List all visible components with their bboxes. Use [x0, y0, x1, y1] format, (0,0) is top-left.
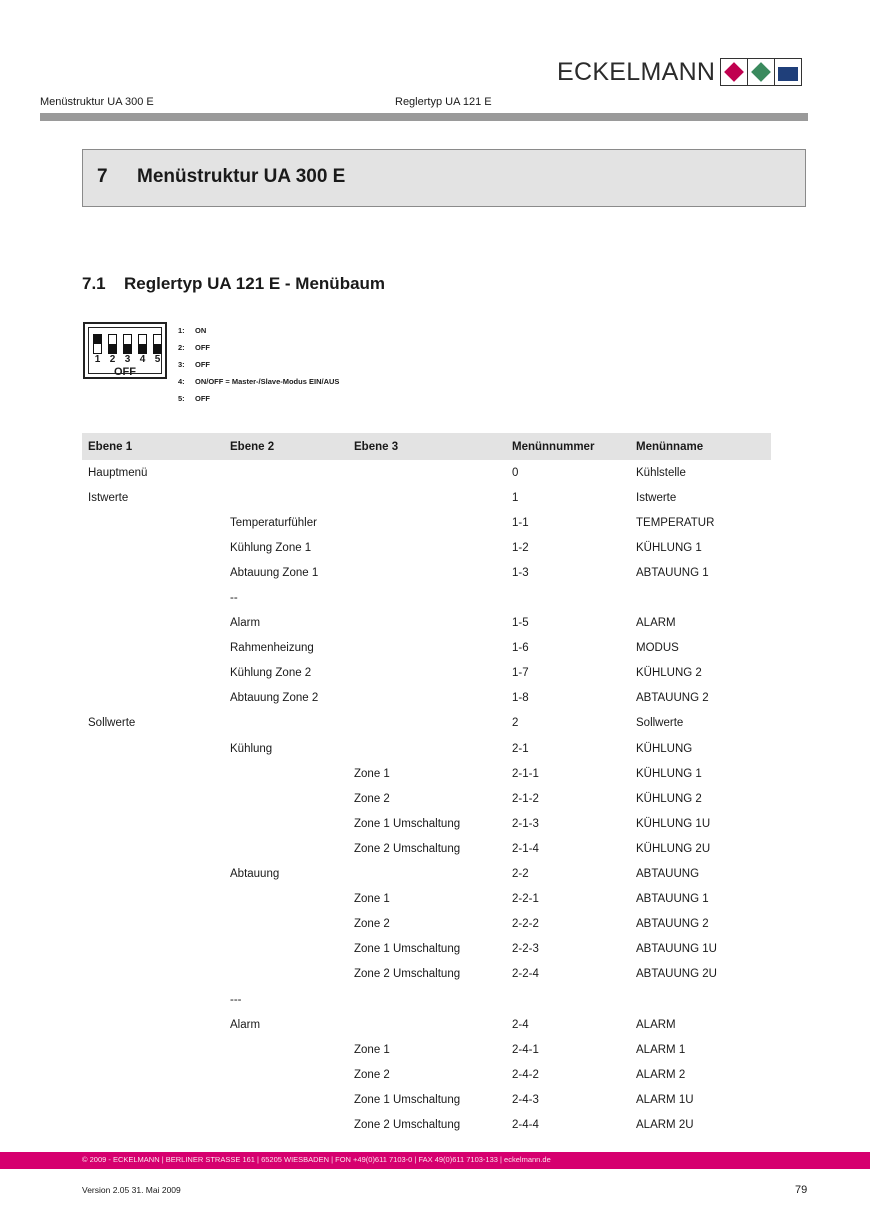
table-cell [82, 1112, 224, 1137]
table-cell [348, 987, 506, 1012]
table-header-row [82, 433, 771, 460]
table-cell: ABTAUUNG 2U [636, 968, 717, 981]
table-cell: Istwerte [636, 491, 677, 504]
table-cell: ALARM 1U [636, 1093, 694, 1106]
table-cell: 2-1 [512, 742, 529, 755]
table-cell: KÜHLUNG 2 [636, 667, 702, 680]
table-cell [82, 535, 224, 560]
table-cell: ABTAUUNG 2 [636, 918, 709, 931]
table-cell: ALARM 2 [636, 1068, 686, 1081]
table-cell [82, 1037, 224, 1062]
logo-mark-green [747, 58, 775, 86]
logo-mark-red [720, 58, 748, 86]
table-cell [506, 585, 630, 610]
table-cell: KÜHLUNG 2 [636, 792, 702, 805]
table-row [82, 836, 771, 861]
table-cell: 2-2-3 [512, 943, 539, 956]
table-cell: Zone 2 Umschaltung [354, 1118, 461, 1131]
table-row [82, 1012, 771, 1037]
table-cell [82, 686, 224, 711]
header-right: Reglertyp UA 121 E [395, 96, 492, 108]
table-cell [348, 460, 506, 485]
table-cell [224, 811, 348, 836]
table-cell: 1-8 [512, 692, 529, 705]
footer-bar [0, 1152, 870, 1169]
table-cell: Sollwerte [88, 717, 136, 730]
table-cell: 2-1-3 [512, 817, 539, 830]
table-cell: 2-4-1 [512, 1043, 539, 1056]
table-body [82, 460, 771, 1138]
table-cell [630, 987, 771, 1012]
dip-off-label: OFF [114, 366, 136, 378]
table-cell: Kühlung Zone 2 [230, 667, 312, 680]
table-cell: -- [230, 592, 238, 605]
table-cell: Alarm [230, 617, 261, 630]
version-info: Version 2.05 31. Mai 2009 [82, 1185, 181, 1195]
table-cell: Hauptmenü [88, 466, 148, 479]
table-cell: 2-4-4 [512, 1118, 539, 1131]
table-cell [348, 611, 506, 636]
table-cell [348, 510, 506, 535]
dip-switch-4 [138, 334, 147, 354]
table-cell: Zone 1 [354, 893, 390, 906]
logo-marks [721, 58, 802, 86]
table-cell: TEMPERATUR [636, 516, 715, 529]
table-cell [224, 912, 348, 937]
table-cell [348, 736, 506, 761]
section-number: 7.1 [82, 274, 106, 293]
table-cell [82, 736, 224, 761]
table-cell [348, 686, 506, 711]
table-cell: Zone 1 Umschaltung [354, 1093, 461, 1106]
table-cell [82, 937, 224, 962]
table-cell [82, 1012, 224, 1037]
table-cell: Zone 1 [354, 767, 390, 780]
legend-item: 4: ON/OFF = Master-/Slave-Modus EIN/AUS [178, 377, 340, 386]
table-cell: 2-2-4 [512, 968, 539, 981]
dip-number: 2 [109, 354, 116, 365]
table-cell [82, 786, 224, 811]
table-cell [82, 862, 224, 887]
table-row [82, 937, 771, 962]
table-cell: 1-6 [512, 642, 529, 655]
table-row [82, 510, 771, 535]
table-cell [348, 636, 506, 661]
table-cell: Zone 2 [354, 792, 390, 805]
table-row [82, 987, 771, 1012]
table-cell: ABTAUUNG 2 [636, 692, 709, 705]
table-row [82, 912, 771, 937]
table-cell [224, 786, 348, 811]
table-row [82, 585, 771, 610]
table-row [82, 862, 771, 887]
header-rule [40, 113, 808, 121]
table-cell: 1-3 [512, 566, 529, 579]
table-cell: 2-4-2 [512, 1068, 539, 1081]
table-cell: 2-1-1 [512, 767, 539, 780]
table-cell: 2-1-4 [512, 842, 539, 855]
table-cell [82, 636, 224, 661]
table-row [82, 460, 771, 485]
table-cell: KÜHLUNG 1 [636, 767, 702, 780]
table-cell: ALARM [636, 1018, 676, 1031]
dip-switch-3 [123, 334, 132, 354]
table-cell [82, 585, 224, 610]
table-row [82, 761, 771, 786]
table-cell [224, 836, 348, 861]
table-row [82, 560, 771, 585]
table-cell: 0 [512, 466, 519, 479]
dip-switch-5 [153, 334, 162, 354]
table-cell: 2-2 [512, 868, 529, 881]
table-cell [82, 912, 224, 937]
column-header: Menünname [630, 433, 771, 460]
table-cell: Zone 2 Umschaltung [354, 842, 461, 855]
table-cell: MODUS [636, 642, 679, 655]
table-cell [82, 836, 224, 861]
dip-switch-frame [88, 327, 162, 378]
table-cell: KÜHLUNG 1U [636, 817, 711, 830]
table-row [82, 661, 771, 686]
table-cell [348, 535, 506, 560]
table-cell: KÜHLUNG [636, 742, 693, 755]
table-row [82, 1087, 771, 1112]
table-cell [82, 1062, 224, 1087]
table-cell [224, 1112, 348, 1137]
chapter-heading [82, 149, 806, 207]
table-cell: 2 [512, 717, 519, 730]
table-cell [348, 585, 506, 610]
table-cell [82, 560, 224, 585]
table-cell [224, 485, 348, 510]
dip-number: 3 [124, 354, 131, 365]
table-cell [224, 962, 348, 987]
table-cell: Abtauung Zone 1 [230, 566, 319, 579]
table-cell: Rahmenheizung [230, 642, 314, 655]
table-cell: 1-5 [512, 617, 529, 630]
table-cell: 1-7 [512, 667, 529, 680]
table-cell: 2-4-3 [512, 1093, 539, 1106]
table-cell: Zone 2 [354, 1068, 390, 1081]
table-cell: Zone 1 Umschaltung [354, 943, 461, 956]
dip-switch-1 [93, 334, 102, 354]
column-header: Ebene 2 [224, 433, 348, 460]
table-cell: Alarm [230, 1018, 261, 1031]
table-cell [82, 611, 224, 636]
dip-number: 5 [154, 354, 161, 365]
table-row [82, 1112, 771, 1137]
table-row [82, 786, 771, 811]
table-cell: 2-4 [512, 1018, 529, 1031]
table-cell: ALARM 2U [636, 1118, 694, 1131]
table-row [82, 811, 771, 836]
table-cell [224, 1037, 348, 1062]
table-cell [630, 585, 771, 610]
table-cell [348, 711, 506, 736]
table-cell: 1-1 [512, 516, 529, 529]
dip-switch-figure [83, 322, 167, 379]
table-cell: Zone 2 [354, 918, 390, 931]
table-cell: 1-2 [512, 541, 529, 554]
table-row [82, 485, 771, 510]
table-cell [82, 761, 224, 786]
table-cell [224, 887, 348, 912]
table-cell: Sollwerte [636, 717, 684, 730]
table-row [82, 887, 771, 912]
table-cell: ALARM [636, 617, 676, 630]
dip-number: 4 [139, 354, 146, 365]
table-cell [82, 1087, 224, 1112]
table-cell: Zone 2 Umschaltung [354, 968, 461, 981]
table-cell: 2-1-2 [512, 792, 539, 805]
legend-item: 3: OFF [178, 360, 210, 369]
dip-legend [178, 326, 339, 411]
table-cell [82, 962, 224, 987]
table-cell [224, 711, 348, 736]
table-cell [82, 811, 224, 836]
table-row [82, 736, 771, 761]
table-cell [224, 1062, 348, 1087]
table-row [82, 636, 771, 661]
logo-mark-blue [774, 58, 802, 86]
table-cell [224, 1087, 348, 1112]
logo-text: ECKELMANN [557, 57, 716, 86]
table-cell: Zone 1 [354, 1043, 390, 1056]
section-heading [82, 274, 385, 294]
table-row [82, 962, 771, 987]
table-cell [348, 661, 506, 686]
table-row [82, 1037, 771, 1062]
table-cell: --- [230, 993, 242, 1006]
table-cell: ALARM 1 [636, 1043, 686, 1056]
table-row [82, 1062, 771, 1087]
table-cell: KÜHLUNG 2U [636, 842, 711, 855]
header-left: Menüstruktur UA 300 E [40, 96, 154, 108]
dip-switch-2 [108, 334, 117, 354]
menu-tree-table [82, 433, 771, 1138]
table-cell [224, 937, 348, 962]
table-row [82, 611, 771, 636]
table-cell: ABTAUUNG 1 [636, 893, 709, 906]
table-cell [348, 485, 506, 510]
company-logo [557, 56, 802, 88]
chapter-title: Menüstruktur UA 300 E [137, 166, 346, 187]
column-header: Ebene 3 [348, 433, 506, 460]
page-number: 79 [795, 1184, 808, 1196]
table-cell [348, 560, 506, 585]
column-header: Ebene 1 [82, 433, 224, 460]
table-cell [348, 862, 506, 887]
table-row [82, 686, 771, 711]
table-cell: Zone 1 Umschaltung [354, 817, 461, 830]
table-cell: KÜHLUNG 1 [636, 541, 702, 554]
table-cell: ABTAUUNG [636, 868, 700, 881]
table-cell [506, 987, 630, 1012]
column-header: Menünnummer [506, 433, 630, 460]
table-cell [348, 1012, 506, 1037]
table-cell [224, 761, 348, 786]
table-cell: ABTAUUNG 1 [636, 566, 709, 579]
footer-address: © 2009 - ECKELMANN | BERLINER STRASSE 161 | 65205 WIESBADEN | FON +49(0)611 7103-0 | FAX 49(0)611 7103-133 | eckelmann.de [82, 1155, 551, 1164]
table-cell [224, 460, 348, 485]
table-cell: Kühlung [230, 742, 273, 755]
legend-item: 2: OFF [178, 343, 210, 352]
table-cell [82, 510, 224, 535]
table-cell: 2-2-1 [512, 893, 539, 906]
table-cell: ABTAUUNG 1U [636, 943, 717, 956]
table-cell [82, 661, 224, 686]
table-row [82, 711, 771, 736]
table-cell: Kühlung Zone 1 [230, 541, 312, 554]
table-cell [82, 987, 224, 1012]
table-cell: Istwerte [88, 491, 129, 504]
dip-number: 1 [94, 354, 101, 365]
table-cell: Temperaturfühler [230, 516, 317, 529]
table-cell: 1 [512, 491, 519, 504]
legend-item: 5: OFF [178, 394, 210, 403]
table-cell: 2-2-2 [512, 918, 539, 931]
section-title: Reglertyp UA 121 E - Menübaum [124, 274, 386, 293]
table-row [82, 535, 771, 560]
table-cell: Abtauung [230, 868, 280, 881]
table-cell [82, 887, 224, 912]
chapter-number: 7 [97, 166, 108, 187]
table-cell: Abtauung Zone 2 [230, 692, 319, 705]
legend-item: 1: ON [178, 326, 207, 335]
table-cell: Kühlstelle [636, 466, 686, 479]
